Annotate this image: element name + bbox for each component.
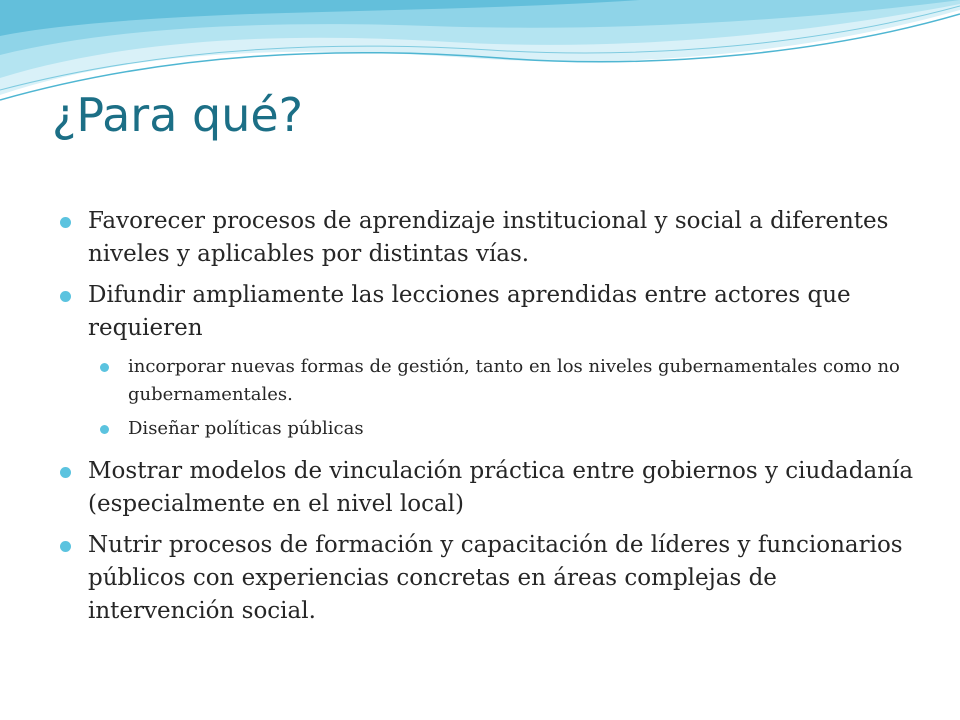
sub-bullet-text: incorporar nuevas formas de gestión, tanto en los niveles gubernamentales como no gubernamentales.	[128, 356, 900, 405]
bullet-dot-icon	[60, 291, 71, 302]
bullet-text: Difundir ampliamente las lecciones aprendidas entre actores que requieren	[88, 282, 851, 341]
sub-bullet-dot-icon	[100, 425, 109, 434]
sub-bullet-dot-icon	[100, 363, 109, 372]
bullet-text: Nutrir procesos de formación y capacitación de líderes y funcionarios públicos con experiencias concretas en áreas complejas de intervención social.	[88, 532, 903, 624]
bullet-item	[60, 529, 920, 628]
bullet-text: Mostrar modelos de vinculación práctica entre gobiernos y ciudadanía (especialmente en el nivel local)	[88, 458, 914, 517]
bullet-dot-icon	[60, 541, 71, 552]
sub-bullet-item	[60, 353, 920, 409]
bullet-list	[60, 205, 920, 636]
bullet-text: Favorecer procesos de aprendizaje institucional y social a diferentes niveles y aplicables por distintas vías.	[88, 208, 889, 267]
sub-bullet-item	[60, 415, 920, 443]
bullet-item	[60, 279, 920, 345]
sub-bullet-text: Diseñar políticas públicas	[128, 418, 364, 439]
bullet-dot-icon	[60, 217, 71, 228]
slide-title: ¿Para qué?	[52, 88, 304, 142]
bullet-dot-icon	[60, 467, 71, 478]
bullet-item	[60, 455, 920, 521]
bullet-item	[60, 205, 920, 271]
